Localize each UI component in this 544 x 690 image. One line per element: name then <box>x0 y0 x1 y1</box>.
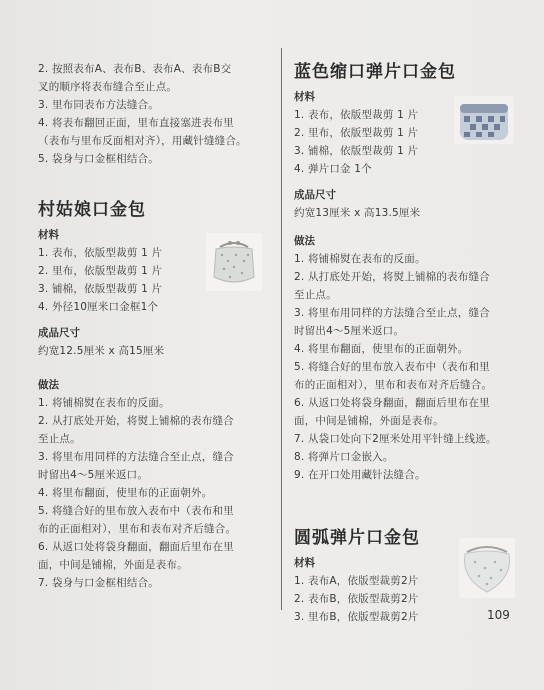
method-line: 布的正面相对），里布和表布对齐后缝合。 <box>294 379 493 391</box>
step-line: 4. 将表布翻回正面，里布直接塞进表布里 <box>38 117 234 129</box>
method-line: 8. 将弹片口金嵌入。 <box>294 451 394 463</box>
method-line: 面，中间是铺棉，外面是表布。 <box>294 415 444 427</box>
method-line: 布的正面相对），里布和表布对齐后缝合。 <box>38 523 237 535</box>
method-line: 2. 从打底处开始，将熨上铺棉的表布缝合 <box>294 271 490 283</box>
size-value: 约宽13厘米 x 高13.5厘米 <box>294 207 421 219</box>
size-heading: 成品尺寸 <box>294 189 336 201</box>
material-item: 1. 表布A，依版型裁剪2片 <box>294 575 419 587</box>
material-item: 2. 里布，依版型裁剪 1 片 <box>38 265 163 277</box>
material-item: 4. 外径10厘米口金框1个 <box>38 301 159 313</box>
size-heading: 成品尺寸 <box>38 327 80 339</box>
method-line: 9. 在开口处用藏针法缝合。 <box>294 469 426 481</box>
method-line: 至止点。 <box>294 289 337 301</box>
method-line: 7. 从袋口处向下2厘米处用平针缝上线迹。 <box>294 433 497 445</box>
blue-pouch-photo <box>454 96 514 144</box>
method-line: 时留出4～5厘米返口。 <box>294 325 405 337</box>
material-item: 3. 铺棉，依版型裁剪 1 片 <box>294 145 419 157</box>
method-list <box>38 394 270 592</box>
section-title-round-pouch: 圆弧弹片口金包 <box>294 528 420 548</box>
material-item: 3. 铺棉，依版型裁剪 1 片 <box>38 283 163 295</box>
method-line: 5. 将缝合好的里布放入表布中（表布和里 <box>38 505 234 517</box>
top-steps <box>38 60 270 168</box>
page-number: 109 <box>487 608 510 622</box>
method-line: 7. 袋身与口金框相结合。 <box>38 577 159 589</box>
method-heading: 做法 <box>294 235 315 247</box>
method-line: 1. 将铺棉熨在表布的反面。 <box>38 397 170 409</box>
step-line: 5. 袋身与口金框相结合。 <box>38 153 159 165</box>
method-line: 至止点。 <box>38 433 81 445</box>
material-item: 1. 表布，依版型裁剪 1 片 <box>38 247 163 259</box>
method-line: 时留出4～5厘米返口。 <box>38 469 149 481</box>
section-title-village-girl: 村姑娘口金包 <box>38 200 146 220</box>
method-line: 2. 从打底处开始，将熨上铺棉的表布缝合 <box>38 415 234 427</box>
materials-heading: 材料 <box>38 229 59 241</box>
method-line: 3. 将里布用同样的方法缝合至止点，缝合 <box>294 307 490 319</box>
materials-heading: 材料 <box>294 91 315 103</box>
material-item: 2. 表布B，依版型裁剪2片 <box>294 593 419 605</box>
method-line: 4. 将里布翻面，使里布的正面朝外。 <box>38 487 213 499</box>
step-line: 叉的顺序将表布缝合至止点。 <box>38 81 178 93</box>
method-list <box>294 250 516 484</box>
step-line: 2. 按照表布A、表布B、表布A、表布B交 <box>38 63 232 75</box>
left-column <box>38 60 270 592</box>
method-line: 4. 将里布翻面，使里布的正面朝外。 <box>294 343 469 355</box>
material-item: 4. 弹片口金 1个 <box>294 163 372 175</box>
step-line: （表布与里布反面相对齐），用藏针缝缝合。 <box>38 135 247 147</box>
method-line: 3. 将里布用同样的方法缝合至止点，缝合 <box>38 451 234 463</box>
method-line: 面，中间是铺棉，外面是表布。 <box>38 559 188 571</box>
section-title-blue-pouch: 蓝色缩口弹片口金包 <box>294 62 456 82</box>
method-line: 6. 从返口处将袋身翻面，翻面后里布在里 <box>38 541 234 553</box>
column-divider <box>281 48 282 610</box>
method-line: 5. 将缝合好的里布放入表布中（表布和里 <box>294 361 490 373</box>
materials-heading: 材料 <box>294 557 315 569</box>
material-item: 2. 里布，依版型裁剪 1 片 <box>294 127 419 139</box>
round-pouch-photo <box>459 538 515 598</box>
method-line: 1. 将铺棉熨在表布的反面。 <box>294 253 426 265</box>
village-girl-purse-photo <box>206 233 262 291</box>
method-line: 6. 从返口处将袋身翻面，翻面后里布在里 <box>294 397 490 409</box>
size-value: 约宽12.5厘米 x 高15厘米 <box>38 345 165 357</box>
method-heading: 做法 <box>38 379 59 391</box>
material-item: 3. 里布B，依版型裁剪2片 <box>294 611 419 623</box>
step-line: 3. 里布同表布方法缝合。 <box>38 99 159 111</box>
material-item: 1. 表布，依版型裁剪 1 片 <box>294 109 419 121</box>
